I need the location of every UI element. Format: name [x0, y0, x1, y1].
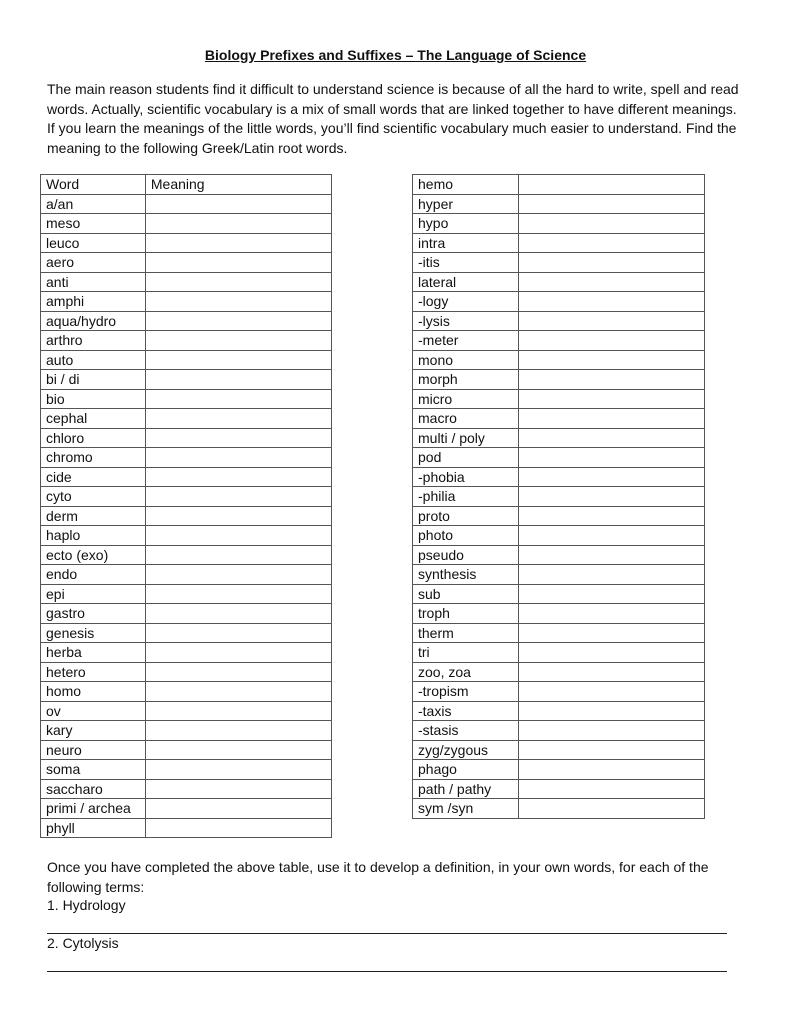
- meaning-answer-cell[interactable]: [518, 623, 704, 643]
- table-row: [413, 701, 705, 721]
- table-row: [41, 370, 332, 390]
- table-row: [41, 253, 332, 273]
- root-word-cell: hyper: [413, 194, 519, 214]
- root-word-cell: amphi: [41, 292, 146, 312]
- meaning-answer-cell[interactable]: [518, 272, 704, 292]
- meaning-answer-cell[interactable]: [518, 779, 704, 799]
- table-row: [41, 799, 332, 819]
- root-word-cell: derm: [41, 506, 146, 526]
- table-row: [41, 506, 332, 526]
- table-row: [413, 370, 705, 390]
- meaning-answer-cell[interactable]: [518, 409, 704, 429]
- table-row: [413, 194, 705, 214]
- meaning-answer-cell[interactable]: [145, 604, 331, 624]
- meaning-answer-cell[interactable]: [145, 311, 331, 331]
- meaning-answer-cell[interactable]: [518, 233, 704, 253]
- meaning-answer-cell[interactable]: [145, 233, 331, 253]
- root-word-cell: haplo: [41, 526, 146, 546]
- meaning-answer-cell[interactable]: [145, 506, 331, 526]
- left-vocab-table: [40, 174, 332, 838]
- table-row: [413, 682, 705, 702]
- root-word-cell: cide: [41, 467, 146, 487]
- meaning-answer-cell[interactable]: [145, 799, 331, 819]
- root-word-cell: gastro: [41, 604, 146, 624]
- table-row: [41, 643, 332, 663]
- meaning-answer-cell[interactable]: [145, 643, 331, 663]
- table-row: [41, 682, 332, 702]
- root-word-cell: hetero: [41, 662, 146, 682]
- table-row: [413, 779, 705, 799]
- root-word-cell: bi / di: [41, 370, 146, 390]
- root-word-cell: path / pathy: [413, 779, 519, 799]
- root-word-cell: -stasis: [413, 721, 519, 741]
- table-row: [41, 779, 332, 799]
- root-word-cell: -lysis: [413, 311, 519, 331]
- table-row: [413, 214, 705, 234]
- root-word-cell: morph: [413, 370, 519, 390]
- root-word-cell: anti: [41, 272, 146, 292]
- root-word-cell: phago: [413, 760, 519, 780]
- right-vocab-table: [412, 174, 705, 819]
- table-row: [41, 818, 332, 838]
- root-word-cell: primi / archea: [41, 799, 146, 819]
- table-row: [41, 448, 332, 468]
- table-row: [41, 467, 332, 487]
- table-row: [41, 233, 332, 253]
- root-word-cell: auto: [41, 350, 146, 370]
- meaning-answer-cell[interactable]: [518, 487, 704, 507]
- table-row: [413, 311, 705, 331]
- root-word-cell: -meter: [413, 331, 519, 351]
- root-word-cell: aero: [41, 253, 146, 273]
- table-row: [413, 292, 705, 312]
- table-row: [41, 272, 332, 292]
- table-row: [41, 545, 332, 565]
- table-row: [413, 350, 705, 370]
- root-word-cell: kary: [41, 721, 146, 741]
- term-hydrology: 1. Hydrology: [47, 897, 126, 913]
- meaning-answer-cell[interactable]: [145, 389, 331, 409]
- answer-line-cytolysis[interactable]: [47, 971, 727, 972]
- meaning-answer-cell[interactable]: [518, 370, 704, 390]
- table-row: [413, 584, 705, 604]
- meaning-answer-cell[interactable]: [145, 565, 331, 585]
- root-word-cell: tri: [413, 643, 519, 663]
- meaning-answer-cell[interactable]: [518, 721, 704, 741]
- root-word-cell: cephal: [41, 409, 146, 429]
- term-cytolysis: 2. Cytolysis: [47, 935, 119, 951]
- root-word-cell: ecto (exo): [41, 545, 146, 565]
- root-word-cell: meso: [41, 214, 146, 234]
- meaning-answer-cell[interactable]: [518, 643, 704, 663]
- meaning-answer-cell[interactable]: [518, 799, 704, 819]
- root-word-cell: ov: [41, 701, 146, 721]
- meaning-answer-cell[interactable]: [518, 253, 704, 273]
- meaning-answer-cell[interactable]: [145, 721, 331, 741]
- table-row: [41, 409, 332, 429]
- table-row: [413, 565, 705, 585]
- table-row: [41, 194, 332, 214]
- root-word-cell: pod: [413, 448, 519, 468]
- root-word-cell: mono: [413, 350, 519, 370]
- table-row: [413, 448, 705, 468]
- answer-line-hydrology[interactable]: [47, 933, 727, 934]
- meaning-answer-cell[interactable]: [518, 701, 704, 721]
- root-word-cell: troph: [413, 604, 519, 624]
- meaning-answer-cell[interactable]: [145, 428, 331, 448]
- meaning-answer-cell[interactable]: [518, 506, 704, 526]
- table-row: [413, 409, 705, 429]
- meaning-answer-cell[interactable]: [518, 682, 704, 702]
- table-row: [41, 311, 332, 331]
- table-row: [413, 233, 705, 253]
- meaning-answer-cell[interactable]: [145, 701, 331, 721]
- table-row: [41, 389, 332, 409]
- table-row: [413, 643, 705, 663]
- meaning-answer-cell[interactable]: [145, 214, 331, 234]
- meaning-answer-cell[interactable]: [145, 682, 331, 702]
- root-word-cell: leuco: [41, 233, 146, 253]
- root-word-cell: zyg/zygous: [413, 740, 519, 760]
- root-word-cell: proto: [413, 506, 519, 526]
- meaning-column-header: Meaning: [145, 175, 331, 195]
- table-header-row: [41, 175, 332, 195]
- root-word-cell: neuro: [41, 740, 146, 760]
- root-word-cell: chloro: [41, 428, 146, 448]
- meaning-answer-cell[interactable]: [518, 214, 704, 234]
- meaning-answer-cell[interactable]: [518, 604, 704, 624]
- table-row: [41, 662, 332, 682]
- worksheet-title: Biology Prefixes and Suffixes – The Language of Science: [204, 47, 587, 63]
- root-word-cell: a/an: [41, 194, 146, 214]
- meaning-answer-cell[interactable]: [145, 526, 331, 546]
- root-word-cell: -logy: [413, 292, 519, 312]
- table-row: [41, 214, 332, 234]
- table-row: [41, 584, 332, 604]
- root-word-cell: zoo, zoa: [413, 662, 519, 682]
- table-row: [41, 721, 332, 741]
- instructions-text: Once you have completed the above table, use it to develop a definition, in your own words, for each of the following terms:: [47, 859, 709, 895]
- root-word-cell: pseudo: [413, 545, 519, 565]
- meaning-answer-cell[interactable]: [145, 623, 331, 643]
- table-row: [413, 799, 705, 819]
- meaning-answer-cell[interactable]: [518, 194, 704, 214]
- table-row: [413, 760, 705, 780]
- table-row: [41, 760, 332, 780]
- meaning-answer-cell[interactable]: [145, 584, 331, 604]
- table-row: [41, 428, 332, 448]
- meaning-answer-cell[interactable]: [145, 487, 331, 507]
- root-word-cell: macro: [413, 409, 519, 429]
- root-word-cell: -taxis: [413, 701, 519, 721]
- table-row: [41, 487, 332, 507]
- meaning-answer-cell[interactable]: [518, 565, 704, 585]
- table-row: [413, 389, 705, 409]
- meaning-answer-cell[interactable]: [518, 740, 704, 760]
- table-row: [413, 526, 705, 546]
- root-word-cell: saccharo: [41, 779, 146, 799]
- root-word-cell: genesis: [41, 623, 146, 643]
- root-word-cell: homo: [41, 682, 146, 702]
- meaning-answer-cell[interactable]: [145, 370, 331, 390]
- root-word-cell: -tropism: [413, 682, 519, 702]
- meaning-answer-cell[interactable]: [518, 467, 704, 487]
- meaning-answer-cell[interactable]: [518, 584, 704, 604]
- intro-paragraph: The main reason students find it difficult to understand science is because of all the hard to write, spell and read words. Actually, scientific vocabulary is a mix of small words that are linked together to have different meanings. If you learn the meanings of the little words, you’ll find scientific vocabulary much easier to understand. Find the meaning to the following Greek/Latin root words.: [47, 81, 739, 156]
- table-row: [413, 467, 705, 487]
- root-word-cell: aqua/hydro: [41, 311, 146, 331]
- table-row: [413, 331, 705, 351]
- meaning-answer-cell[interactable]: [518, 448, 704, 468]
- table-row: [413, 253, 705, 273]
- root-word-cell: hypo: [413, 214, 519, 234]
- word-column-header: Word: [41, 175, 146, 195]
- root-word-cell: synthesis: [413, 565, 519, 585]
- root-word-cell: phyll: [41, 818, 146, 838]
- table-row: [413, 545, 705, 565]
- table-row: [41, 604, 332, 624]
- table-row: [41, 701, 332, 721]
- root-word-cell: sub: [413, 584, 519, 604]
- root-word-cell: arthro: [41, 331, 146, 351]
- meaning-answer-cell[interactable]: [518, 311, 704, 331]
- meaning-answer-cell[interactable]: [518, 662, 704, 682]
- meaning-answer-cell[interactable]: [518, 389, 704, 409]
- meaning-answer-cell[interactable]: [145, 545, 331, 565]
- meaning-answer-cell[interactable]: [145, 409, 331, 429]
- root-word-cell: lateral: [413, 272, 519, 292]
- meaning-answer-cell[interactable]: [518, 350, 704, 370]
- root-word-cell: photo: [413, 526, 519, 546]
- meaning-answer-cell[interactable]: [518, 292, 704, 312]
- table-row: [413, 506, 705, 526]
- root-word-cell: multi / poly: [413, 428, 519, 448]
- root-word-cell: endo: [41, 565, 146, 585]
- table-row: [41, 565, 332, 585]
- table-row: [41, 623, 332, 643]
- root-word-cell: herba: [41, 643, 146, 663]
- meaning-answer-cell[interactable]: [518, 545, 704, 565]
- table-row: [413, 623, 705, 643]
- meaning-answer-cell[interactable]: [145, 662, 331, 682]
- meaning-answer-cell[interactable]: [145, 331, 331, 351]
- table-row: [41, 292, 332, 312]
- meaning-answer-cell[interactable]: [145, 467, 331, 487]
- meaning-answer-cell[interactable]: [145, 818, 331, 838]
- root-word-cell: sym /syn: [413, 799, 519, 819]
- table-row: [413, 428, 705, 448]
- root-word-cell: chromo: [41, 448, 146, 468]
- root-word-cell: intra: [413, 233, 519, 253]
- root-word-cell: hemo: [413, 175, 519, 195]
- meaning-answer-cell[interactable]: [145, 350, 331, 370]
- table-row: [41, 740, 332, 760]
- meaning-answer-cell[interactable]: [518, 175, 704, 195]
- meaning-answer-cell[interactable]: [518, 331, 704, 351]
- table-row: [413, 175, 705, 195]
- root-word-cell: epi: [41, 584, 146, 604]
- root-word-cell: -phobia: [413, 467, 519, 487]
- root-word-cell: cyto: [41, 487, 146, 507]
- meaning-answer-cell[interactable]: [145, 292, 331, 312]
- table-row: [413, 487, 705, 507]
- meaning-answer-cell[interactable]: [145, 779, 331, 799]
- root-word-cell: therm: [413, 623, 519, 643]
- meaning-answer-cell[interactable]: [518, 760, 704, 780]
- meaning-answer-cell[interactable]: [145, 194, 331, 214]
- table-row: [413, 604, 705, 624]
- meaning-answer-cell[interactable]: [145, 760, 331, 780]
- root-word-cell: soma: [41, 760, 146, 780]
- meaning-answer-cell[interactable]: [145, 253, 331, 273]
- root-word-cell: bio: [41, 389, 146, 409]
- root-word-cell: -itis: [413, 253, 519, 273]
- table-row: [41, 526, 332, 546]
- table-row: [413, 272, 705, 292]
- table-row: [413, 662, 705, 682]
- table-row: [413, 721, 705, 741]
- table-row: [413, 740, 705, 760]
- table-row: [41, 331, 332, 351]
- meaning-answer-cell[interactable]: [518, 526, 704, 546]
- meaning-answer-cell[interactable]: [145, 740, 331, 760]
- table-row: [41, 350, 332, 370]
- root-word-cell: micro: [413, 389, 519, 409]
- meaning-answer-cell[interactable]: [518, 428, 704, 448]
- root-word-cell: -philia: [413, 487, 519, 507]
- meaning-answer-cell[interactable]: [145, 272, 331, 292]
- meaning-answer-cell[interactable]: [145, 448, 331, 468]
